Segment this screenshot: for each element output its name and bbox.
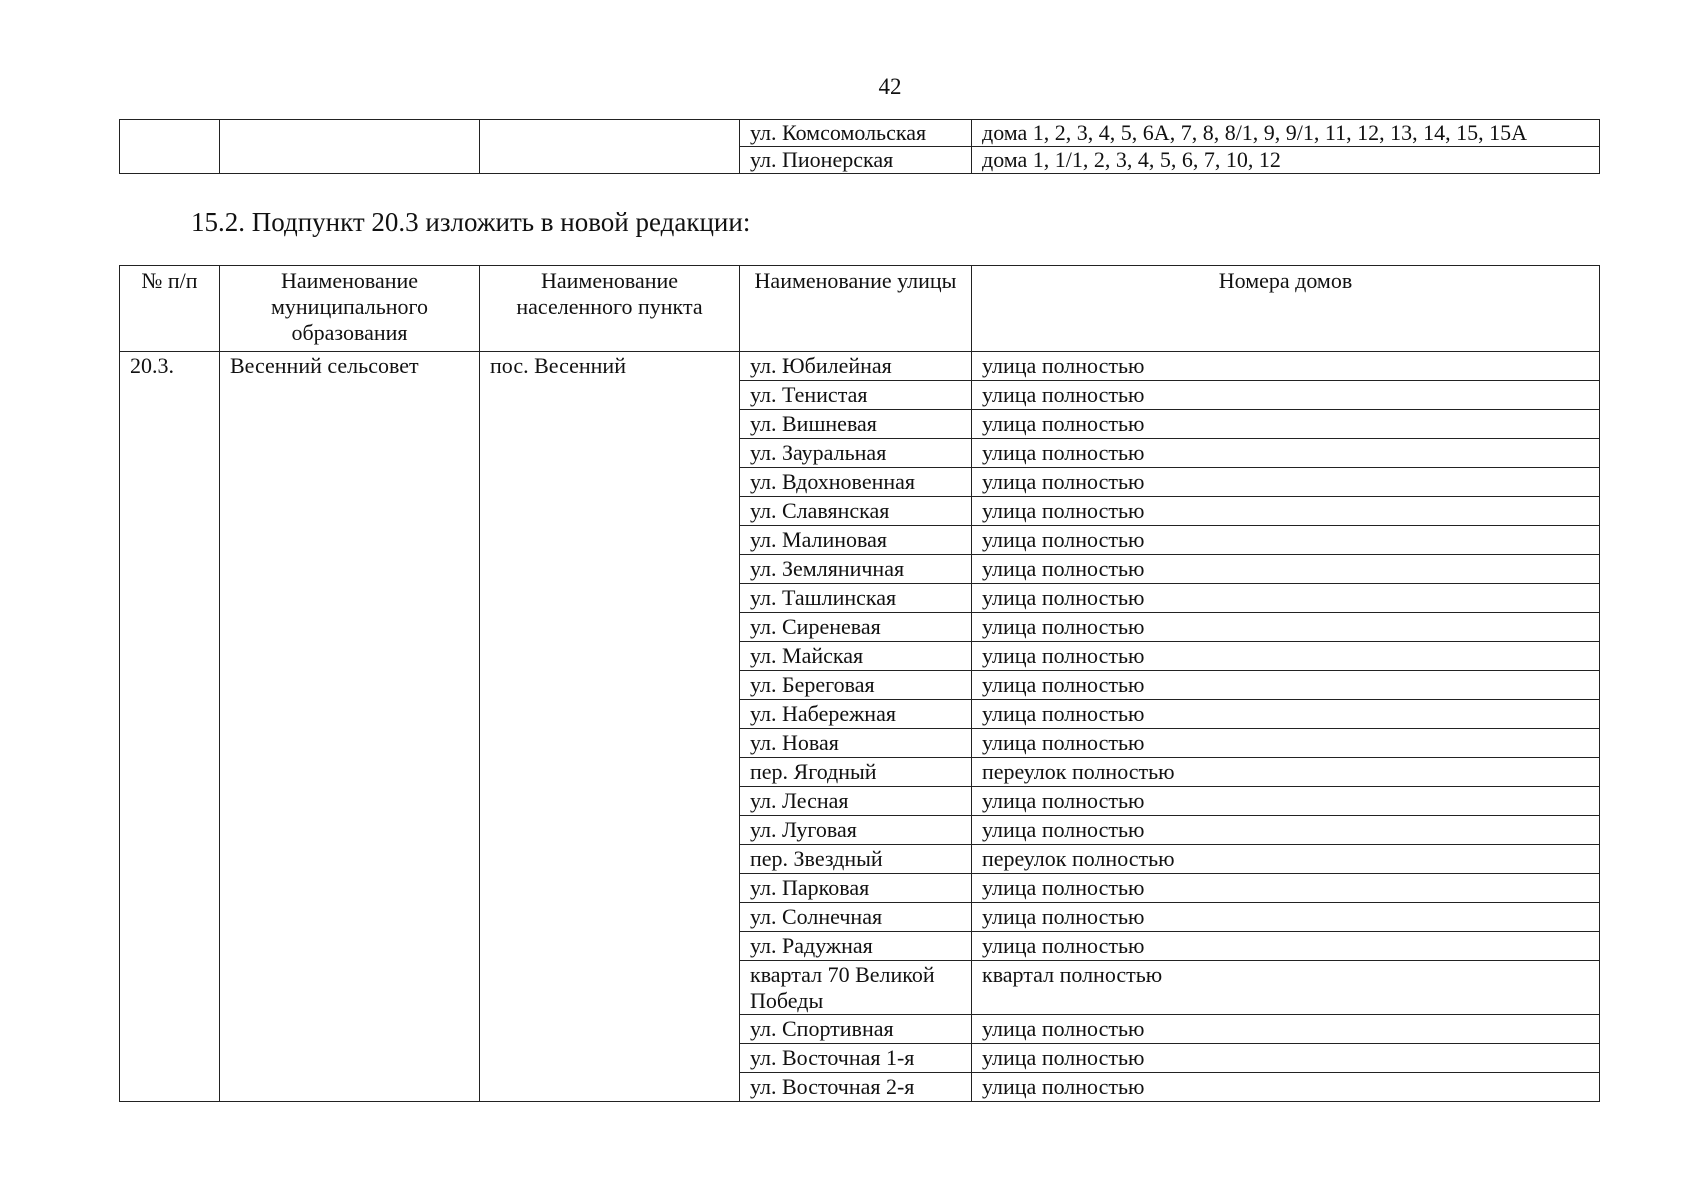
street-cell: ул. Радужная — [740, 932, 972, 961]
street-cell: ул. Вишневая — [740, 410, 972, 439]
houses-cell: улица полностью — [972, 526, 1600, 555]
addresses-table — [119, 265, 1600, 1102]
empty-cell — [480, 120, 740, 174]
empty-cell — [220, 120, 480, 174]
houses-cell: улица полностью — [972, 700, 1600, 729]
street-cell: ул. Зауральная — [740, 439, 972, 468]
houses-cell: улица полностью — [972, 671, 1600, 700]
street-cell: ул. Земляничная — [740, 555, 972, 584]
houses-cell: улица полностью — [972, 729, 1600, 758]
houses-cell: квартал полностью — [972, 961, 1600, 1015]
empty-cell — [120, 120, 220, 174]
table-row — [120, 352, 1600, 381]
houses-cell: переулок полностью — [972, 845, 1600, 874]
street-cell: ул. Береговая — [740, 671, 972, 700]
houses-cell: дома 1, 2, 3, 4, 5, 6А, 7, 8, 8/1, 9, 9/1, 11, 12, 13, 14, 15, 15А — [972, 120, 1600, 147]
street-cell: пер. Ягодный — [740, 758, 972, 787]
section-heading: 15.2. Подпункт 20.3 изложить в новой редакции: — [191, 207, 751, 237]
street-cell: ул. Ташлинская — [740, 584, 972, 613]
header-row — [120, 266, 1600, 352]
houses-cell: улица полностью — [972, 497, 1600, 526]
street-cell: ул. Набережная — [740, 700, 972, 729]
houses-cell: дома 1, 1/1, 2, 3, 4, 5, 6, 7, 10, 12 — [972, 147, 1600, 174]
houses-cell: улица полностью — [972, 584, 1600, 613]
header-houses: Номера домов — [972, 266, 1600, 352]
header-settlement: Наименование населенного пункта — [480, 266, 740, 352]
street-cell: ул. Тенистая — [740, 381, 972, 410]
houses-cell: улица полностью — [972, 642, 1600, 671]
houses-cell: улица полностью — [972, 1073, 1600, 1102]
street-cell: ул. Сиреневая — [740, 613, 972, 642]
houses-cell: улица полностью — [972, 555, 1600, 584]
street-cell: ул. Комсомольская — [740, 120, 972, 147]
houses-cell: улица полностью — [972, 1015, 1600, 1044]
street-cell: ул. Вдохновенная — [740, 468, 972, 497]
street-cell: ул. Пионерская — [740, 147, 972, 174]
houses-cell: улица полностью — [972, 816, 1600, 845]
houses-cell: улица полностью — [972, 903, 1600, 932]
houses-cell: улица полностью — [972, 932, 1600, 961]
street-cell: ул. Малиновая — [740, 526, 972, 555]
table-row — [120, 120, 1600, 147]
street-cell: ул. Парковая — [740, 874, 972, 903]
header-municipality: Наименование муниципального образования — [220, 266, 480, 352]
houses-cell: переулок полностью — [972, 758, 1600, 787]
page-number: 42 — [878, 74, 902, 99]
houses-cell: улица полностью — [972, 439, 1600, 468]
houses-cell: улица полностью — [972, 1044, 1600, 1073]
header-street: Наименование улицы — [740, 266, 972, 352]
street-cell: ул. Восточная 2-я — [740, 1073, 972, 1102]
street-cell: ул. Юбилейная — [740, 352, 972, 381]
street-cell: ул. Славянская — [740, 497, 972, 526]
entry-municipality: Весенний сельсовет — [220, 352, 480, 1102]
street-cell: пер. Звездный — [740, 845, 972, 874]
table-body — [120, 352, 1600, 1102]
entry-num: 20.3. — [120, 352, 220, 1102]
street-cell: ул. Солнечная — [740, 903, 972, 932]
continued-table — [119, 119, 1600, 174]
street-cell: ул. Новая — [740, 729, 972, 758]
houses-cell: улица полностью — [972, 874, 1600, 903]
street-cell: ул. Спортивная — [740, 1015, 972, 1044]
street-cell: ул. Лесная — [740, 787, 972, 816]
street-cell: ул. Восточная 1-я — [740, 1044, 972, 1073]
header-num: № п/п — [120, 266, 220, 352]
street-cell: ул. Майская — [740, 642, 972, 671]
houses-cell: улица полностью — [972, 410, 1600, 439]
street-cell: квартал 70 Великой Победы — [740, 961, 972, 1015]
street-cell: ул. Луговая — [740, 816, 972, 845]
houses-cell: улица полностью — [972, 352, 1600, 381]
houses-cell: улица полностью — [972, 613, 1600, 642]
houses-cell: улица полностью — [972, 468, 1600, 497]
houses-cell: улица полностью — [972, 787, 1600, 816]
entry-settlement: пос. Весенний — [480, 352, 740, 1102]
houses-cell: улица полностью — [972, 381, 1600, 410]
